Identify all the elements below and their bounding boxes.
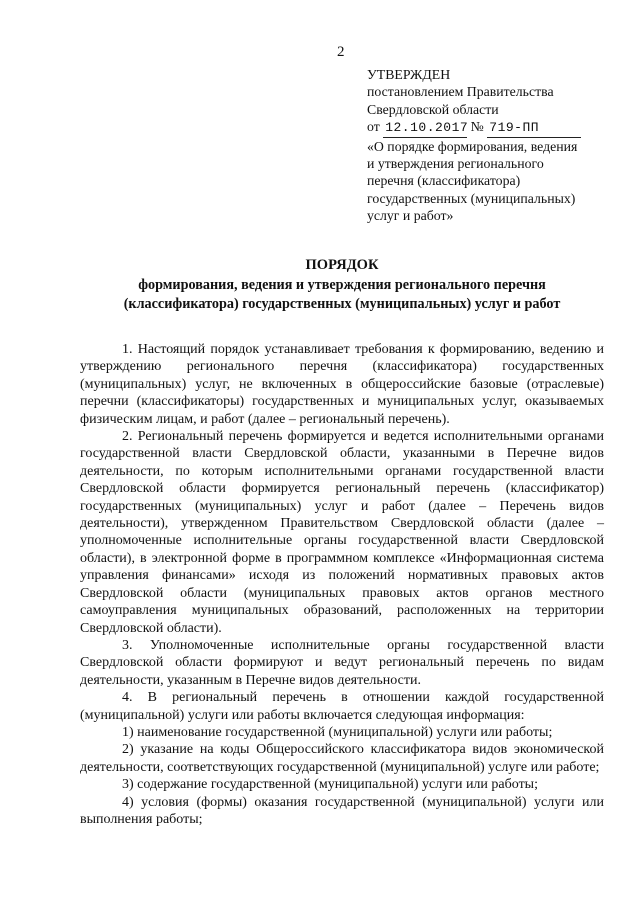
paragraph: 2) указание на коды Общероссийского классификатора видов экономической деятельности, соответствующих государственной (муниципальной) услуге или работе; — [80, 742, 604, 775]
approval-date: 12.10.2017 — [383, 119, 467, 137]
paragraph: 1) наименование государственной (муниципальной) услуги или работы; — [122, 724, 553, 740]
paragraph: 3. Уполномоченные исполнительные органы государственной власти Свердловской области формируют и ведут региональный перечень по видам деятельности, указанным в Перечне видов деятельности. — [80, 637, 604, 688]
document-body — [80, 341, 604, 828]
approval-number: 719-ПП — [487, 119, 581, 137]
number-prefix: № — [470, 119, 484, 135]
approval-line-2: Свердловской области — [367, 101, 499, 117]
subject-line: услуг и работ» — [367, 208, 454, 224]
paragraph: 2. Региональный перечень формируется и ведется исполнительными органами государственной власти Свердловской области, указанными в Перечне видов деятельности, по которым исполнительными органами государственной власти Свердловской области формируется региональный перечень (классификатор) государственных (муниципальных) услуг и работ (далее – Перечень видов деятельности), утвержденном Правительством Свердловской области (далее – уполномоченные исполнительные органы государственной власти Свердловской области), в электронной форме в программном комплексе «Информационная система управления финансами» исходя из положений нормативных правовых актов Свердловской области (муниципальных правовых актов органов местного самоуправления муниципальных образований, расположенных на территории Свердловской области). — [80, 429, 604, 636]
approval-block — [367, 66, 607, 225]
paragraph: 4. В региональный перечень в отношении каждой государственной (муниципальной) услуги или работы включается следующая информация: — [80, 690, 604, 723]
paragraph: 4) условия (формы) оказания государственной (муниципальной) услуги или выполнения работы; — [80, 794, 604, 827]
document-title — [80, 256, 604, 314]
title-main: ПОРЯДОК — [305, 257, 379, 273]
approval-line-1: постановлением Правительства — [367, 84, 554, 100]
subject-line: перечня (классификатора) — [367, 173, 521, 189]
approval-heading: УТВЕРЖДЕН — [367, 67, 451, 82]
approval-date-line — [367, 118, 607, 137]
paragraph: 1. Настоящий порядок устанавливает требования к формированию, ведению и утверждению регионального перечня (классификатора) государственных (муниципальных) услуг, не включенных в общероссийские базовые (отраслевые) перечни (классификаторы) государственных и муниципальных услуг, оказываемых физическим лицам, и работ (далее – региональный перечень). — [80, 342, 604, 427]
subject-line: государственных (муниципальных) — [367, 190, 576, 206]
subject-line: «О порядке формирования, ведения — [367, 138, 578, 154]
page-number: 2 — [337, 44, 345, 60]
subject-line: и утверждения регионального — [367, 156, 544, 172]
paragraph: 3) содержание государственной (муниципальной) услуги или работы; — [122, 777, 538, 793]
title-line-2: (классификатора) государственных (муниципальных) услуг и работ — [123, 296, 561, 312]
date-prefix: от — [367, 119, 380, 135]
title-line-1: формирования, ведения и утверждения регионального перечня — [138, 277, 546, 293]
